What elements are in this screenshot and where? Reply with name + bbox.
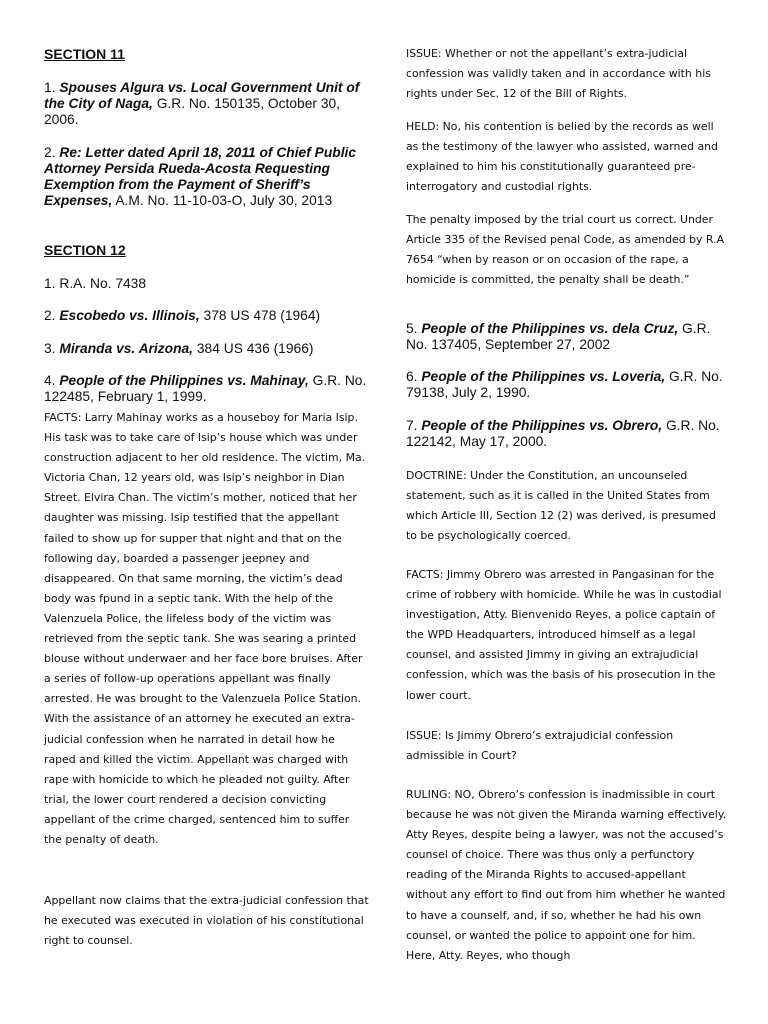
case-citation: A.M. No. 11-10-03-O, July 30, 2013 bbox=[115, 193, 333, 208]
case-item-6 bbox=[406, 369, 728, 401]
case-citation: G.R. No. 137405, September 27, 2002 bbox=[406, 321, 711, 352]
section-11-heading: SECTION 11 bbox=[44, 46, 125, 62]
case-name: People of the Philippines vs. Mahinay, bbox=[59, 373, 309, 388]
case-item-3 bbox=[44, 341, 369, 357]
case-citation: G.R. No. 150135, October 30, 2006. bbox=[44, 96, 340, 127]
doctrine-paragraph: DOCTRINE: Under the Constitution, an uncounseled statement, such as it is called in the United States from which Article III, Section 12 (2) was derived, is presumed to be psychologically coerced. bbox=[406, 469, 716, 543]
case-citation: G.R. No. 122142, May 17, 2000. bbox=[406, 418, 720, 449]
case-name: Spouses Algura vs. Local Government Unit of the City of Naga, bbox=[44, 80, 360, 111]
item-number: 5. bbox=[406, 321, 418, 336]
case-item-2 bbox=[44, 308, 369, 324]
case-item-2 bbox=[44, 145, 369, 209]
item-number: 3. bbox=[44, 341, 56, 356]
case-citation: G.R. No. 122485, February 1, 1999. bbox=[44, 373, 367, 404]
obrero-issue-paragraph: ISSUE: Is Jimmy Obrero’s extrajudicial confession admissible in Court? bbox=[406, 729, 674, 763]
case-citation: R.A. No. 7438 bbox=[59, 276, 147, 291]
case-name: People of the Philippines vs. Loveria, bbox=[421, 369, 666, 384]
case-name: Escobedo vs. Illinois, bbox=[59, 308, 200, 323]
item-number: 2. bbox=[44, 308, 56, 323]
item-number: 2. bbox=[44, 145, 56, 160]
item-number: 6. bbox=[406, 369, 418, 384]
case-name: People of the Philippines vs. dela Cruz, bbox=[421, 321, 679, 336]
case-citation: G.R. No. 79138, July 2, 1990. bbox=[406, 369, 723, 400]
obrero-facts-paragraph: FACTS: Jimmy Obrero was arrested in Pangasinan for the crime of robbery with homicide. While he was in custodial investigation, Atty. Bienvenido Reyes, a police captain of the WPD Headquarters, introduced himself as a legal counsel, and assisted Jimmy in giving an extrajudicial confession, which was the basis of his prosecution in the lower court. bbox=[406, 568, 722, 702]
case-name: Re: Letter dated April 18, 2011 of Chief Public Attorney Persida Rueda-Acosta Requesting Exemption from the Payment of Sheriff’s Expenses, bbox=[44, 145, 357, 208]
case-citation: 384 US 436 (1966) bbox=[196, 341, 314, 356]
held-paragraph: HELD: No, his contention is belied by the records as well as the testimony of the lawyer who assisted, warned and explained to him his constitutionally guaranteed pre-interrogatory and custodial rights. bbox=[406, 120, 718, 194]
case-name: Miranda vs. Arizona, bbox=[59, 341, 194, 356]
case-item-1 bbox=[44, 276, 369, 292]
case-item-1 bbox=[44, 80, 369, 128]
case-item-5 bbox=[406, 321, 728, 353]
item-number: 1. bbox=[44, 276, 56, 291]
facts-paragraph: FACTS: Larry Mahinay works as a houseboy for Maria Isip. His task was to take care of Isip’s house which was under construction adjacent to her old residence. The victim, Ma. Victoria Chan, 12 years old, was Isip’s neighbor in Dian Street. Elvira Chan. The victim’s mother, noticed that her daughter was missing. Isip testified that the appellant failed to show up for supper that night and that on the following day, boarded a passenger jeepney and disappeared. On that same morning, the victim’s dead body was fpund in a septic tank. With the help of the Valenzuela Police, the lifeless body of the victim was retrieved from the septic tank. She was searing a printed blouse without underwaer and her face bore bruises. After a series of follow-up operations appellant was finally arrested. He was brought to the Valenzuela Police Station. With the assistance of an attorney he executed an extra-judicial confession when he narrated in detail how he raped and killed the victim. Appellant was charged with rape with homicide to which he pleaded not guilty. After trial, the lower court rendered a decision convicting appellant of the crime charged, sentenced him to suffer the penalty of death. bbox=[44, 411, 366, 846]
case-citation: 378 US 478 (1964) bbox=[203, 308, 321, 323]
item-number: 4. bbox=[44, 373, 56, 388]
case-item-7 bbox=[406, 418, 728, 450]
section-12-heading: SECTION 12 bbox=[44, 242, 126, 258]
claim-paragraph: Appellant now claims that the extra-judicial confession that he executed was executed in violation of his constitutional right to counsel. bbox=[44, 894, 369, 948]
case-item-4 bbox=[44, 373, 369, 405]
case-name: People of the Philippines vs. Obrero, bbox=[421, 418, 663, 433]
item-number: 1. bbox=[44, 80, 56, 95]
item-number: 7. bbox=[406, 418, 418, 433]
issue-paragraph: ISSUE: Whether or not the appellant’s extra-judicial confession was validly taken and in accordance with his rights under Sec. 12 of the Bill of Rights. bbox=[406, 47, 711, 101]
penalty-paragraph: The penalty imposed by the trial court us correct. Under Article 335 of the Revised penal Code, as amended by R.A 7654 “when by reason or on occasion of the rape, a homicide is committed, the penalty shall be death.” bbox=[406, 213, 725, 287]
ruling-paragraph: RULING: NO, Obrero’s confession is inadmissible in court because he was not given the Miranda warning effectively. Atty Reyes, despite being a lawyer, was not the accused’s counsel of choice. There was thus only a perfunctory reading of the Miranda Rights to accused-appellant without any effort to find out from him whether he wanted to have a counself, and, if so, whether he had his own counsel, or wanted the police to appoint one for him. Here, Atty. Reyes, who though bbox=[406, 788, 727, 962]
